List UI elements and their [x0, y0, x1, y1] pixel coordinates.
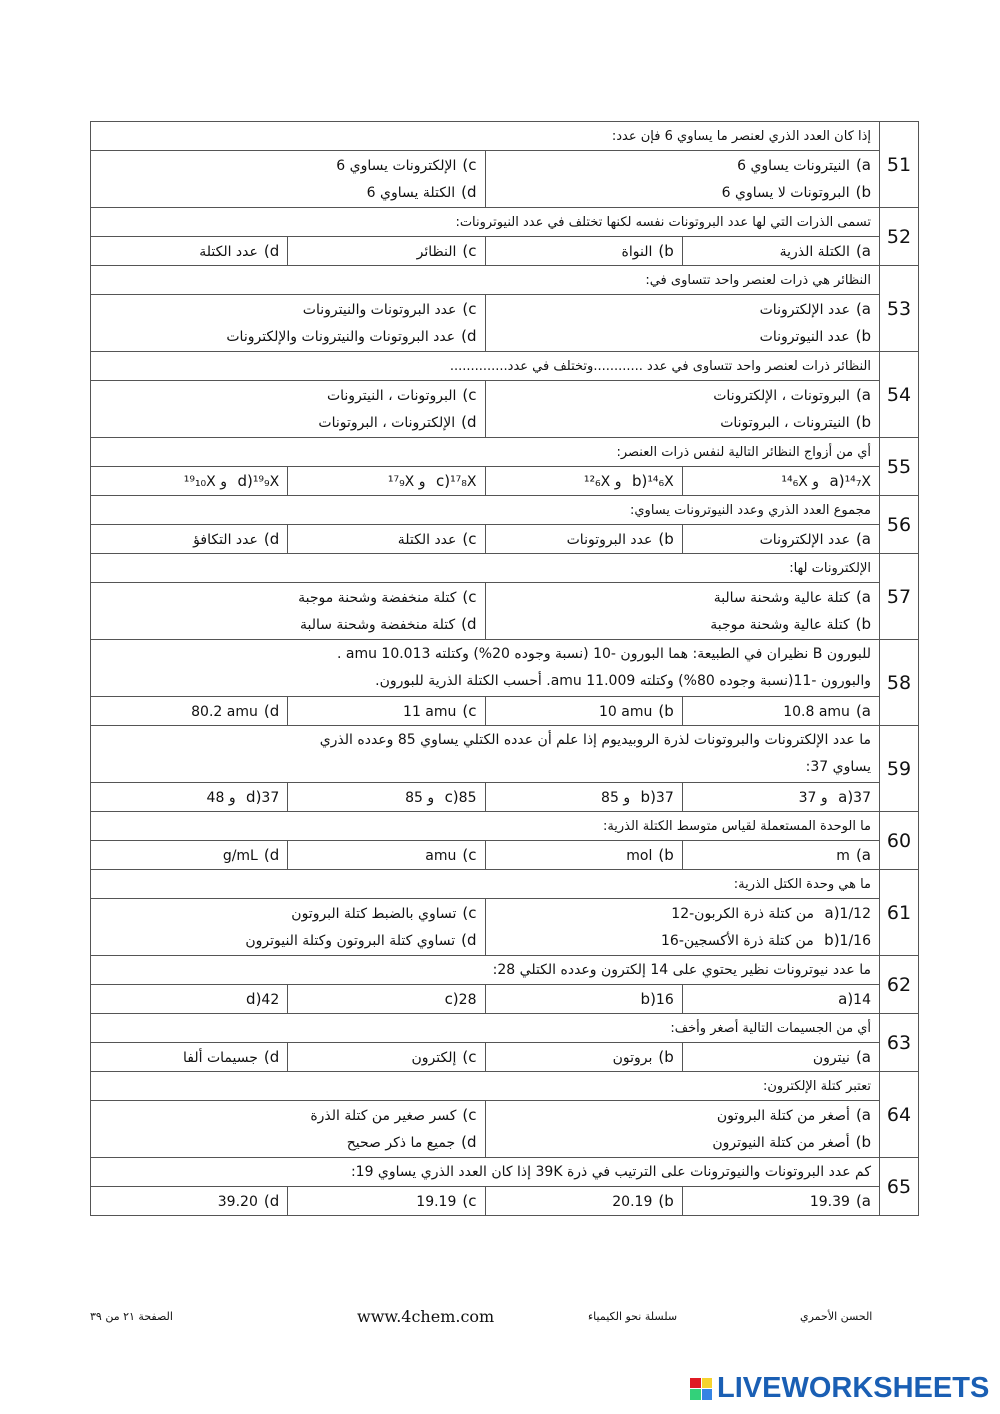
liveworksheets-icon	[690, 1378, 712, 1400]
questions-table	[90, 121, 919, 1216]
question-number: 52	[880, 208, 919, 266]
option-a[interactable]: 37 و 37	[798, 790, 871, 806]
question-number: 54	[880, 352, 919, 438]
option-d[interactable]: 39.20	[217, 1194, 258, 1210]
question-number: 64	[880, 1072, 919, 1158]
question-stem: أي من أزواج النظائر التالية لنفس ذرات العنصر:	[91, 438, 880, 467]
option-d[interactable]: عدد التكافؤ	[193, 532, 258, 548]
options-ab: a)النيترونات يساوي 6 b)البروتونات لا يساوي 6	[485, 151, 880, 208]
option-d-cell[interactable]: d)42	[91, 985, 288, 1014]
option-c[interactable]: كسر صغير من كتلة الذرة	[310, 1108, 457, 1124]
question-number: 60	[880, 812, 919, 870]
question-number: 51	[880, 122, 919, 208]
option-c-cell[interactable]: c)28	[288, 985, 485, 1014]
options-ab: a)كتلة عالية وشحنة سالبة b)كتلة عالية وشحنة موجبة	[485, 583, 880, 640]
question-number: 63	[880, 1014, 919, 1072]
option-d-cell[interactable]: d)عدد التكافؤ	[91, 525, 288, 554]
question-number: 55	[880, 438, 919, 496]
question-stem: تسمى الذرات التي لها عدد البروتونات نفسه لكنها تختلف في عدد النيوترونات:	[91, 208, 880, 237]
option-a-cell[interactable]: a)نيترون	[682, 1043, 879, 1072]
option-d[interactable]: الإلكترونات ، البروتونات	[318, 415, 456, 431]
option-d-cell[interactable]: d)80.2 amu	[91, 697, 288, 726]
option-c[interactable]: 19.19	[416, 1194, 457, 1210]
option-b-cell[interactable]: b)النواة	[485, 237, 682, 266]
option-d[interactable]: 42	[261, 992, 280, 1008]
question-stem: النظائر ذرات لعنصر واحد تتساوى في عدد ............وتختلف في عدد..............	[91, 352, 880, 381]
option-c[interactable]: ¹⁷₈X و ¹⁷₉X	[387, 474, 477, 490]
question-stem-line-2: يساوي 37:	[805, 759, 871, 775]
option-c[interactable]: كتلة منخفضة وشحنة موجبة	[298, 590, 457, 606]
option-d-cell[interactable]: d)عدد الكتلة	[91, 237, 288, 266]
option-a[interactable]: 14	[853, 992, 871, 1008]
option-b[interactable]: mol	[626, 848, 653, 864]
options-cd: c)البروتونات ، النيترونات d)الإلكترونات ، البروتونات	[91, 381, 486, 438]
option-b-cell[interactable]: b)16	[485, 985, 682, 1014]
question-number: 61	[880, 870, 919, 956]
option-c-cell[interactable]: c)19.19	[288, 1187, 485, 1216]
question-number: 53	[880, 266, 919, 352]
option-a[interactable]: النيترونات يساوي 6	[737, 158, 850, 174]
option-d[interactable]: 80.2 amu	[191, 704, 258, 720]
option-c-cell[interactable]: c)¹⁷₈X و ¹⁷₉X	[288, 467, 485, 496]
option-a[interactable]: 19.39	[809, 1194, 850, 1210]
option-d[interactable]: عدد الكتلة	[199, 244, 258, 260]
option-c-cell[interactable]: c)11 amu	[288, 697, 485, 726]
option-b-cell[interactable]: b)20.19	[485, 1187, 682, 1216]
question-stem: إذا كان العدد الذري لعنصر ما يساوي 6 فإن عدد:	[91, 122, 880, 151]
question-stem	[91, 640, 880, 697]
options-cd: c)عدد البروتونات والنيترونات d)عدد البروتونات والنيترونات والإلكترونات	[91, 295, 486, 352]
option-a-cell[interactable]: a)19.39	[682, 1187, 879, 1216]
option-d[interactable]: ¹⁹₉X و ¹⁹₁₀X	[183, 474, 280, 490]
option-b[interactable]: 20.19	[612, 1194, 653, 1210]
option-b[interactable]: 37 و 85	[601, 790, 674, 806]
footer-author: الحسن الأحمري	[800, 1310, 873, 1323]
question-stem: تعتبر كتلة الإلكترون:	[91, 1072, 880, 1101]
option-d-cell[interactable]: d)¹⁹₉X و ¹⁹₁₀X	[91, 467, 288, 496]
options-cd: c)كسر صغير من كتلة الذرة d)جميع ما ذكر صحيح	[91, 1101, 486, 1158]
option-a[interactable]: كتلة عالية وشحنة سالبة	[713, 590, 850, 606]
option-b[interactable]: عدد النيوترونات	[759, 329, 850, 345]
option-b[interactable]: 16	[655, 992, 674, 1008]
question-stem: مجموع العدد الذري وعدد النيوترونات يساوي:	[91, 496, 880, 525]
option-b-cell[interactable]: b)عدد البروتونات	[485, 525, 682, 554]
option-c[interactable]: عدد الكتلة	[397, 532, 457, 548]
option-c[interactable]: الإلكترونات يساوي 6	[336, 158, 457, 174]
option-d-cell[interactable]: d)g/mL	[91, 841, 288, 870]
option-c[interactable]: 28	[458, 992, 477, 1008]
option-c-cell[interactable]: c)amu	[288, 841, 485, 870]
question-stem: كم عدد البروتونات والنيوترونات على الترتيب في ذرة 39K إذا كان العدد الذري يساوي 19:	[91, 1158, 880, 1187]
option-a-cell[interactable]: a)عدد الإلكترونات	[682, 525, 879, 554]
question-number: 58	[880, 640, 919, 726]
option-d[interactable]: g/mL	[222, 848, 258, 864]
option-b-cell[interactable]: b)10 amu	[485, 697, 682, 726]
option-c[interactable]: عدد البروتونات والنيترونات	[302, 302, 457, 318]
option-c-cell[interactable]: c)النظائر	[288, 237, 485, 266]
options-ab: a)أصغر من كتلة البروتون b)أصغر من كتلة النيوترون	[485, 1101, 880, 1158]
footer-website[interactable]: www.4chem.com	[357, 1307, 495, 1326]
option-d[interactable]: جميع ما ذكر صحيح	[346, 1135, 456, 1151]
question-stem-line-1: للبورون B نظيران في الطبيعة: هما البورون -10 (نسبة وجوده 20%) وكتلته 10.013 amu .	[336, 646, 871, 662]
option-a-cell[interactable]: a)37 و 37	[682, 783, 879, 812]
options-ab: a)البروتونات ، الإلكترونات b)النيترونات ، البروتونات	[485, 381, 880, 438]
option-a[interactable]: عدد الإلكترونات	[759, 302, 850, 318]
question-stem: أي من الجسيمات التالية أصغر وأخف:	[91, 1014, 880, 1043]
option-d-cell[interactable]: d)جسيمات ألفا	[91, 1043, 288, 1072]
option-a[interactable]: ¹⁴₇X و ¹⁴₆X	[781, 474, 871, 490]
option-a[interactable]: m	[836, 848, 850, 864]
option-a-cell[interactable]: a)الكتلة الذرية	[682, 237, 879, 266]
footer-series: سلسلة نحو الكيمياء	[588, 1310, 678, 1323]
option-c[interactable]: البروتونات ، النيترونات	[326, 388, 457, 404]
option-a[interactable]: أصغر من كتلة البروتون	[716, 1108, 850, 1124]
question-stem	[91, 726, 880, 783]
question-stem-line-1: ما عدد الإلكترونات والبروتونات لذرة الروبيديوم إذا علم أن عدده الكتلي يساوي 85 وعدده الذري	[319, 732, 871, 748]
option-b-cell[interactable]: b)بروتون	[485, 1043, 682, 1072]
option-d[interactable]: 37 و 48	[206, 790, 280, 806]
option-c[interactable]: النظائر	[416, 244, 457, 260]
option-d-cell[interactable]: d)39.20	[91, 1187, 288, 1216]
option-c[interactable]: تساوي بالضبط كتلة البروتون	[291, 906, 457, 922]
liveworksheets-wordmark: LIVEWORKSHEETS	[717, 1372, 990, 1404]
question-stem: الإلكترونات لها:	[91, 554, 880, 583]
option-b-cell[interactable]: b)37 و 85	[485, 783, 682, 812]
option-b[interactable]: ¹⁴₆X و ¹²₆X	[583, 474, 674, 490]
option-c[interactable]: 85 و 85	[405, 790, 477, 806]
question-stem: ما هي وحدة الكتل الذرية:	[91, 870, 880, 899]
option-a[interactable]: 1/12 من كتلة ذرة الكربون-12	[671, 906, 871, 922]
question-number: 62	[880, 956, 919, 1014]
question-stem: النظائر هي ذرات لعنصر واحد تتساوى في:	[91, 266, 880, 295]
option-b[interactable]: 10 amu	[599, 704, 653, 720]
option-b[interactable]: أصغر من كتلة النيوترون	[712, 1135, 850, 1151]
option-c[interactable]: 11 amu	[403, 704, 457, 720]
option-a[interactable]: نيترون	[812, 1050, 850, 1066]
options-ab: a)عدد الإلكترونات b)عدد النيوترونات	[485, 295, 880, 352]
option-a[interactable]: الكتلة الذرية	[779, 244, 850, 260]
option-d[interactable]: جسيمات ألفا	[182, 1050, 258, 1066]
option-a[interactable]: البروتونات ، الإلكترونات	[713, 388, 850, 404]
question-number: 56	[880, 496, 919, 554]
options-ab: a)1/12 من كتلة ذرة الكربون-12 b)1/16 من كتلة ذرة الأكسجين-16	[485, 899, 880, 956]
option-d[interactable]: كتلة منخفضة وشحنة سالبة	[299, 617, 456, 633]
question-stem: ما عدد نيوترونات نظير يحتوي على 14 إلكترون وعدده الكتلي 28:	[91, 956, 880, 985]
option-d-cell[interactable]: d)37 و 48	[91, 783, 288, 812]
option-c-cell[interactable]: c)85 و 85	[288, 783, 485, 812]
options-cd: c)تساوي بالضبط كتلة البروتون d)تساوي كتلة البروتون وكتلة النيوترون	[91, 899, 486, 956]
question-stem-line-2: والبورون -11(نسبة وجوده 80%) وكتلته 11.009 amu. أحسب الكتلة الذرية للبورون.	[375, 673, 871, 689]
option-b[interactable]: كتلة عالية وشحنة موجبة	[710, 617, 850, 633]
option-d[interactable]: عدد البروتونات والنيترونات والإلكترونات	[226, 329, 456, 345]
option-c-cell[interactable]: c)عدد الكتلة	[288, 525, 485, 554]
liveworksheets-logo	[690, 1372, 989, 1405]
option-a-cell[interactable]: a)¹⁴₇X و ¹⁴₆X	[682, 467, 879, 496]
options-cd: c)الإلكترونات يساوي 6 d)الكتلة يساوي 6	[91, 151, 486, 208]
option-b-cell[interactable]: b)mol	[485, 841, 682, 870]
footer-page-number: الصفحة ٢١ من ٣٩	[90, 1310, 173, 1323]
option-c[interactable]: إلكترون	[411, 1050, 457, 1066]
question-stem: ما الوحدة المستعملة لقياس متوسط الكتلة الذرية:	[91, 812, 880, 841]
option-b[interactable]: 1/16 من كتلة ذرة الأكسجين-16	[661, 933, 871, 949]
option-a[interactable]: عدد الإلكترونات	[759, 532, 850, 548]
option-b[interactable]: بروتون	[612, 1050, 653, 1066]
option-b[interactable]: النيترونات ، البروتونات	[720, 415, 850, 431]
question-number: 65	[880, 1158, 919, 1216]
option-a-cell[interactable]: a)10.8 amu	[682, 697, 879, 726]
option-a-cell[interactable]: a)14	[682, 985, 879, 1014]
option-a-cell[interactable]: a)m	[682, 841, 879, 870]
option-d[interactable]: تساوي كتلة البروتون وكتلة النيوترون	[245, 933, 456, 949]
option-b-cell[interactable]: b)¹⁴₆X و ¹²₆X	[485, 467, 682, 496]
option-c-cell[interactable]: c)إلكترون	[288, 1043, 485, 1072]
question-number: 57	[880, 554, 919, 640]
option-b[interactable]: النواة	[621, 244, 653, 260]
option-d[interactable]: الكتلة يساوي 6	[366, 185, 456, 201]
options-cd: c)كتلة منخفضة وشحنة موجبة d)كتلة منخفضة وشحنة سالبة	[91, 583, 486, 640]
option-b[interactable]: عدد البروتونات	[566, 532, 653, 548]
option-a[interactable]: 10.8 amu	[783, 704, 850, 720]
option-b[interactable]: البروتونات لا يساوي 6	[721, 185, 850, 201]
option-c[interactable]: amu	[425, 848, 457, 864]
question-number: 59	[880, 726, 919, 812]
